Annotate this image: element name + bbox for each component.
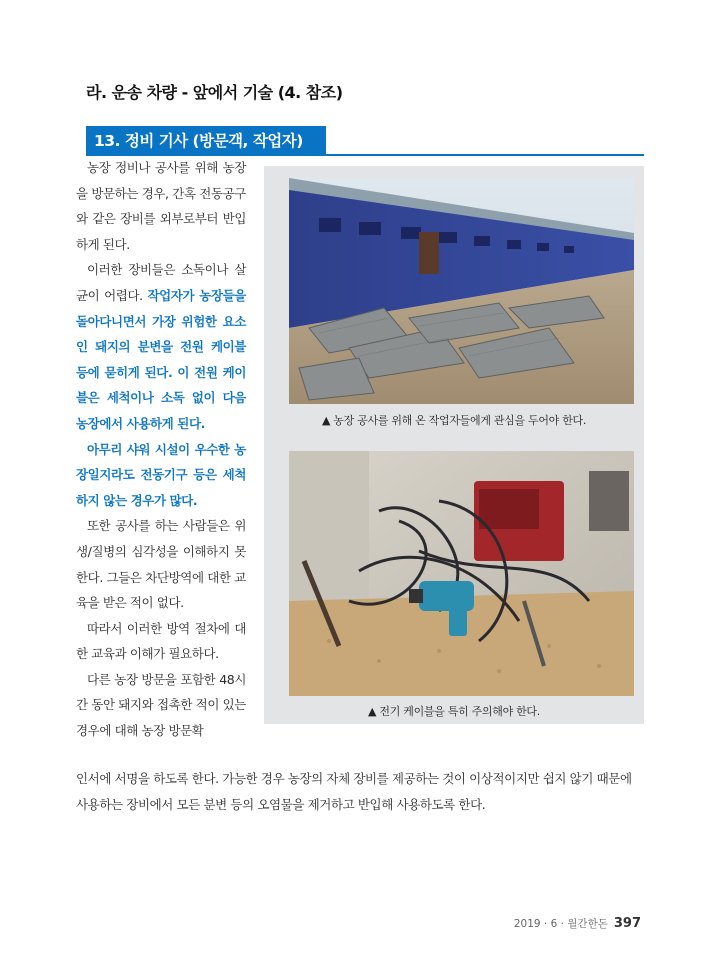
paragraph-2-plain: 이러한 장비들은 소독이나 살균이 어렵다. bbox=[76, 262, 246, 303]
power-tools-photo bbox=[289, 451, 634, 696]
paragraph-2-highlight: 작업자가 농장들을 돌아다니면서 가장 위험한 요소인 돼지의 분변을 전원 케이블 등에 묻히게 된다. 이 전원 케이블은 세척이나 소독 없이 다음 농장에서 사용하게 된다. bbox=[76, 287, 246, 431]
page-number: 397 bbox=[613, 916, 641, 931]
barn-debris-photo bbox=[289, 178, 634, 404]
page-footer bbox=[514, 916, 641, 931]
figure-caption-1: ▲ 농장 공사를 위해 온 작업자들에게 관심을 두어야 한다. bbox=[321, 414, 587, 427]
section-title-banner: 13. 정비 기사 (방문객, 작업자) bbox=[86, 126, 326, 156]
paragraph-4: 또한 공사를 하는 사람들은 위생/질병의 심각성을 이해하지 못한다. 그들은 차단방역에 대한 교육을 받은 적이 없다. bbox=[76, 518, 246, 611]
paragraph-6-continued: 인서에 서명을 하도록 한다. 가능한 경우 농장의 자체 장비를 제공하는 것이 이상적이지만 쉽지 않기 때문에 사용하는 장비에서 모든 분변 등의 오염물을 제거하고 반입해 사용하도록 한다. bbox=[76, 771, 632, 812]
issue-info: 2019 · 6 · 월간한돈 bbox=[513, 918, 608, 930]
section-heading: 라. 운송 차량 - 앞에서 기술 (4. 참조) bbox=[86, 83, 343, 102]
paragraph-6: 다른 농장 방문을 포함한 48시간 동안 돼지와 접촉한 적이 있는 경우에 대해 농장 방문확 bbox=[76, 671, 246, 739]
paragraph-5: 따라서 이러한 방역 절차에 대한 교육과 이해가 필요하다. bbox=[76, 620, 246, 662]
paragraph-1: 농장 정비나 공사를 위해 농장을 방문하는 경우, 간혹 전동공구와 같은 장비를 외부로부터 반입하게 된다. bbox=[76, 160, 246, 252]
paragraph-3-highlight: 아무리 샤워 시설이 우수한 농장일지라도 전동기구 등은 세척하지 않는 경우가 많다. bbox=[76, 441, 246, 508]
paragraph-2 bbox=[76, 257, 246, 436]
body-text-column bbox=[76, 155, 246, 744]
figure-caption-2: ▲ 전기 케이블을 특히 주의해야 한다. bbox=[368, 705, 540, 718]
